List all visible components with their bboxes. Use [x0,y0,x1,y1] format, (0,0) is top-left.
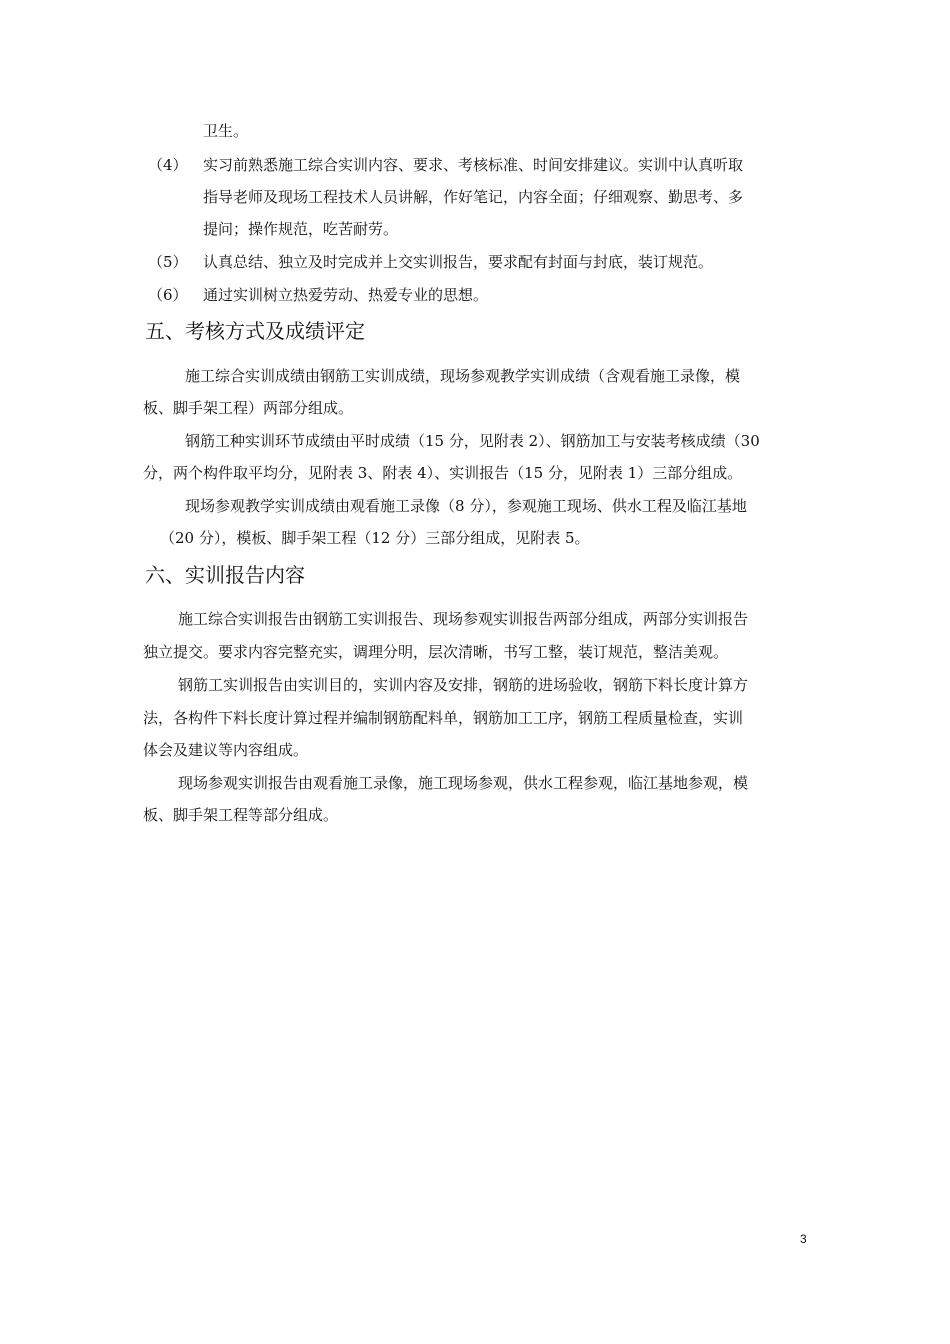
list-item-number: （6） [148,286,188,304]
paragraph-line: 板、脚手架工程等部分组成。 [143,806,339,824]
paragraph-line: （20 分），模板、脚手架工程（12 分）三部分组成，见附表 5。 [160,529,590,547]
list-item-number: （4） [148,156,188,174]
list-item-line: 认真总结、独立及时完成并上交实训报告，要求配有封面与封底，装订规范。 [203,253,714,271]
paragraph-line: 施工综合实训报告由钢筋工实训报告、现场参观实训报告两部分组成，两部分实训报告 [178,610,749,628]
section-heading: 五、考核方式及成绩评定 [145,319,365,343]
section-heading: 六、实训报告内容 [145,563,305,587]
list-item-number: （5） [148,253,188,271]
paragraph-line: 体会及建议等内容组成。 [143,741,309,759]
paragraph-line: 钢筋工实训报告由实训目的，实训内容及安排，钢筋的进场验收，钢筋下料长度计算方 [178,676,749,694]
paragraph-line: 板、脚手架工程）两部分组成。 [143,399,354,417]
list-item-line: 提问；操作规范，吃苦耐劳。 [203,220,399,238]
list-item-line: 通过实训树立热爱劳动、热爱专业的思想。 [203,286,489,304]
page-number: 3 [800,1232,807,1246]
list-item-line: 指导老师及现场工程技术人员讲解，作好笔记，内容全面；仔细观察、勤思考、多 [203,188,744,206]
paragraph-line: 独立提交。要求内容完整充实，调理分明，层次清晰，书写工整，装订规范，整洁美观。 [143,643,729,661]
paragraph-line: 分，两个构件取平均分，见附表 3、附表 4）、实训报告（15 分，见附表 1）三部分组成。 [143,464,743,482]
list-item-continuation: 卫生。 [203,122,249,140]
list-item-line: 实习前熟悉施工综合实训内容、要求、考核标准、时间安排建议。实训中认真听取 [203,156,744,174]
paragraph-line: 现场参观实训报告由观看施工录像，施工现场参观，供水工程参观，临江基地参观，模 [178,774,749,792]
paragraph-line: 现场参观教学实训成绩由观看施工录像（8 分），参观施工现场、供水工程及临江基地 [185,497,747,515]
paragraph-line: 施工综合实训成绩由钢筋工实训成绩，现场参观教学实训成绩（含观看施工录像，模 [185,367,741,385]
paragraph-line: 钢筋工种实训环节成绩由平时成绩（15 分，见附表 2）、钢筋加工与安装考核成绩（30 [185,432,760,450]
paragraph-line: 法，各构件下料长度计算过程并编制钢筋配料单，钢筋加工工序，钢筋工程质量检查，实训 [143,709,744,727]
